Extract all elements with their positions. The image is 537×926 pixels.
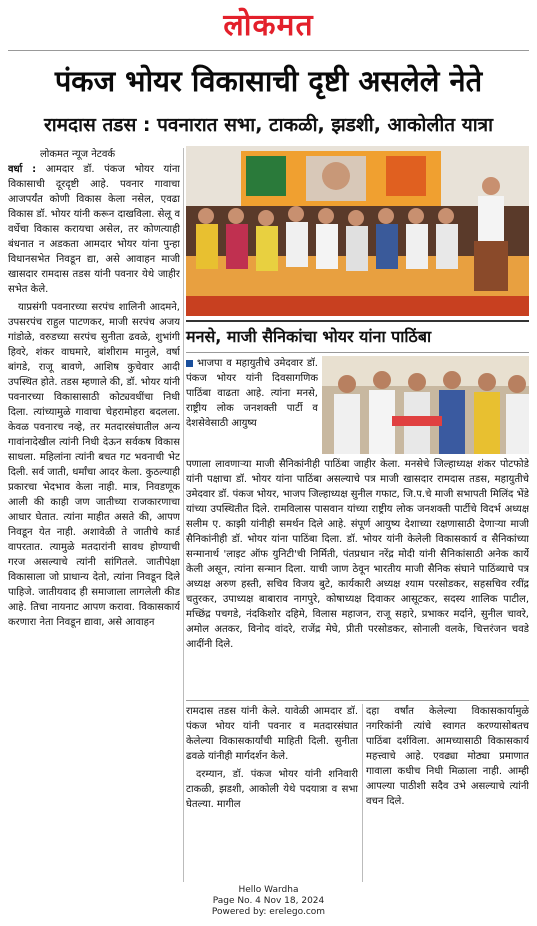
left-para-1: वर्धा : आमदार डॉ. पंकज भोयर यांना विकासाची दूरदृष्टी आहे. पवनार गावाचा आजपर्यंत कोणी विकास केला नसेल, एवढा विकास डॉ. भोयर यांनी करून दाखविला. सेलू व वर्धेचा विकास करायचा असेल, तर कोणत्याही बंधनात न अडकता आमदार भोयर यांना पुन्हा विधानसभेत निवडून द्या, असे आवाहन माजी खासदार रामदास तडस यांनी पवनार येथे जाहीर सभेत केले. [8,164,180,295]
footer-edition: Hello Wardha [238,885,299,895]
column-divider [183,148,184,882]
masthead-rule [8,50,529,51]
bullet-icon [186,360,193,367]
dateline: वर्धा : [8,164,37,175]
page-footer [0,885,537,918]
rally-photo-graphic [186,146,529,316]
left-para-2: याप्रसंगी पवनारच्या सरपंच शालिनी आदमने, उपसरपंच राहुल पाटणकर, माजी सरपंच अजय गांडोळे, वरुडच्या सरपंच सुनीता ढवळे, शुभांगी हिवरे, शंकर वाघमारे, बांशीराम मानुले, वर्षा बांगडे, राजू बावणे, आशिष कुचेवार आदी उपस्थित होते. तडस म्हणाले की, डॉ. भोयर यांनी पवनारच्या विकासासाठी कोट्यवधींचा निधी दिला. त्यांच्यामुळे गावाचा चेहरामोहरा बदलला. केवळ पवनारच नव्हे, तर मतदारसंघातील अन्य गावांनादेखील त्यांनी निधी देऊन सर्वकष विकास साधला. महिलांना त्यांनी बचत गट भवनाची भेट दिली. सर्व जाती, धर्मांचा आदर केला. कुठल्याही प्रकारचा भेदभाव केला नाही. मात्र, निवडणूक आली की काही जण जातीच्या राजकारणाचा आधार घेतात. त्यांना माहीत असते की, आपण निवडून येत नाही. अशावेळी ते जातीचे कार्ड वापरतात. त्यामुळे मतदारांनी सावध होण्याची गरज असल्याचे त्यांनी सांगितले. जातीपेक्षा विकासाला जो प्राधान्य देतो, त्यांना निवडून दिले पाहिजे. जातीयवाद ही समाजाला लागलेली कीड आहे. तिचा नायनाट आपण करावा. विकासकार्य करणारा नेता निवडून द्यावा, असे आवाहन [8,302,180,628]
headline: पंकज भोयर विकासाची दृष्टी असलेले नेते [54,64,483,98]
support-photo-graphic [322,356,529,454]
box-intro-text [186,356,318,454]
bottom-mid-para-2: दरम्यान, डॉ. पंकज भोयर यांनी शनिवारी टाकळी, झडशी, आकोली येथे पदयात्रा व सभा घेतल्या. मागील [186,769,358,810]
footer-page-date: Page No. 4 Nov 18, 2024 [212,896,325,906]
bottom-right-para: दहा वर्षांत केलेल्या विकासकार्यामुळे नगरिकांनी त्यांचे स्वागत करण्यासोबतच पाठिंबा दर्शविला. आमच्यासाठी विकासकार्य महत्त्वाचे आहे. एवढ्या मोठ्या प्रमाणात गावाला कधीच निधी मिळाला नाही. आम्ही आपल्या पाठीशी सदैव उभे असल्याचे त्यांनी वचन दिले. [366,706,529,807]
box-body-text [186,457,529,697]
bottom-middle-text [186,704,358,882]
lokmat-logo: लोकमत [223,8,314,43]
box-heading: मनसे, माजी सैनिकांचा भोयर यांना पाठिंबा [186,320,529,353]
box-intro: भाजपा व महायुतीचे उमेदवार डॉ. पंकज भोयर यांनी दिवसागणिक पाठिंबा वाढता आहे. त्यांना मनसे, राष्ट्रीय लोक जनशक्ती पार्टी व देशसेवेसाठी आयुष्य [186,358,318,429]
bottom-right-text [366,704,529,882]
support-photo [322,356,529,454]
footer-powered-by: Powered by: erelego.com [211,907,326,917]
byline: लोकमत न्यूज नेटवर्क [40,149,116,160]
subheadline: रामदास तडस : पवनारात सभा, टाकळी, झडशी, आकोलीत यात्रा [43,114,494,136]
column-divider-2 [362,704,363,882]
bottom-mid-para-1: रामदास तडस यांनी केले. यावेळी आमदार डॉ. पंकज भोयर यांनी पवनार व मतदारसंघात केलेल्या विकासकार्यांची माहिती दिली. सुनीता ढवळे यांनीही मार्गदर्शन केले. [186,706,358,762]
rally-photo [186,146,529,316]
left-column-text [8,162,180,882]
box-bottom-rule [186,700,529,701]
box-body: पणाला लावणाऱ्या माजी सैनिकांनीही पाठिंबा जाहीर केला. मनसेचे जिल्हाध्यक्ष शंकर पोटफोडे यांनी पक्षाचा डॉ. भोयर यांना पाठिंबा असल्याचे पत्र माजी खासदार रामदास तडस, महायुतीचे उमेदवार डॉ. पंकज भोयर, भाजप जिल्हाध्यक्ष सुनील गफाट, जि.प.चे माजी सभापती मिलिंद भेंडे यांच्या उपस्थितीत दिले. रामविलास पासवान यांच्या राष्ट्रीय लोक जनशक्ती पार्टीचे विदर्भ अध्यक्ष सलीम ए. काझी यांनीही समर्थन दिले आहे. संपूर्ण आयुष्य देशाच्या रक्षणासाठी देणाऱ्या माजी सैनिकांनीही डॉ. भोयर यांना पाठिंबा दिला. डॉ. भोयर यांनी केलेली विकासकार्य व सैनिकांच्या सन्मानार्थ 'लाइट ऑफ युनिटी'ची निर्मिती, पंतप्रधान नरेंद्र मोदी यांनी सैनिकांसाठी अनेक कार्ये केली असून, त्यांना सन्मान दिला. याची जाण ठेवून भारतीय माजी सैनिक संघाने पाठिंब्याचे पत्र अध्यक्ष अरुण हस्ती, सचिव विजय बुटे, कार्यकारी अध्यक्ष श्याम परसोडकर, सहसचिव रवींद्र चतुरकर, उपाध्यक्ष बाबाराव नागपुरे, कोषाध्यक्ष दिवाकर आसूटकर, सदस्य शालिक पाटील, मच्छिंद्र पचगडे, नंदकिशोर दहिमे, विलास महाजन, राजू सहारे, प्रभाकर मर्दाने, सुनील चावरे, अमोल अतकर, विनोद वांदरे, राजेंद्र मेघे, प्रीती परसोडकर, सोनाली वलके, चित्तरंजन चवडे आदींनी दिले. [186,459,529,650]
masthead [0,6,537,46]
